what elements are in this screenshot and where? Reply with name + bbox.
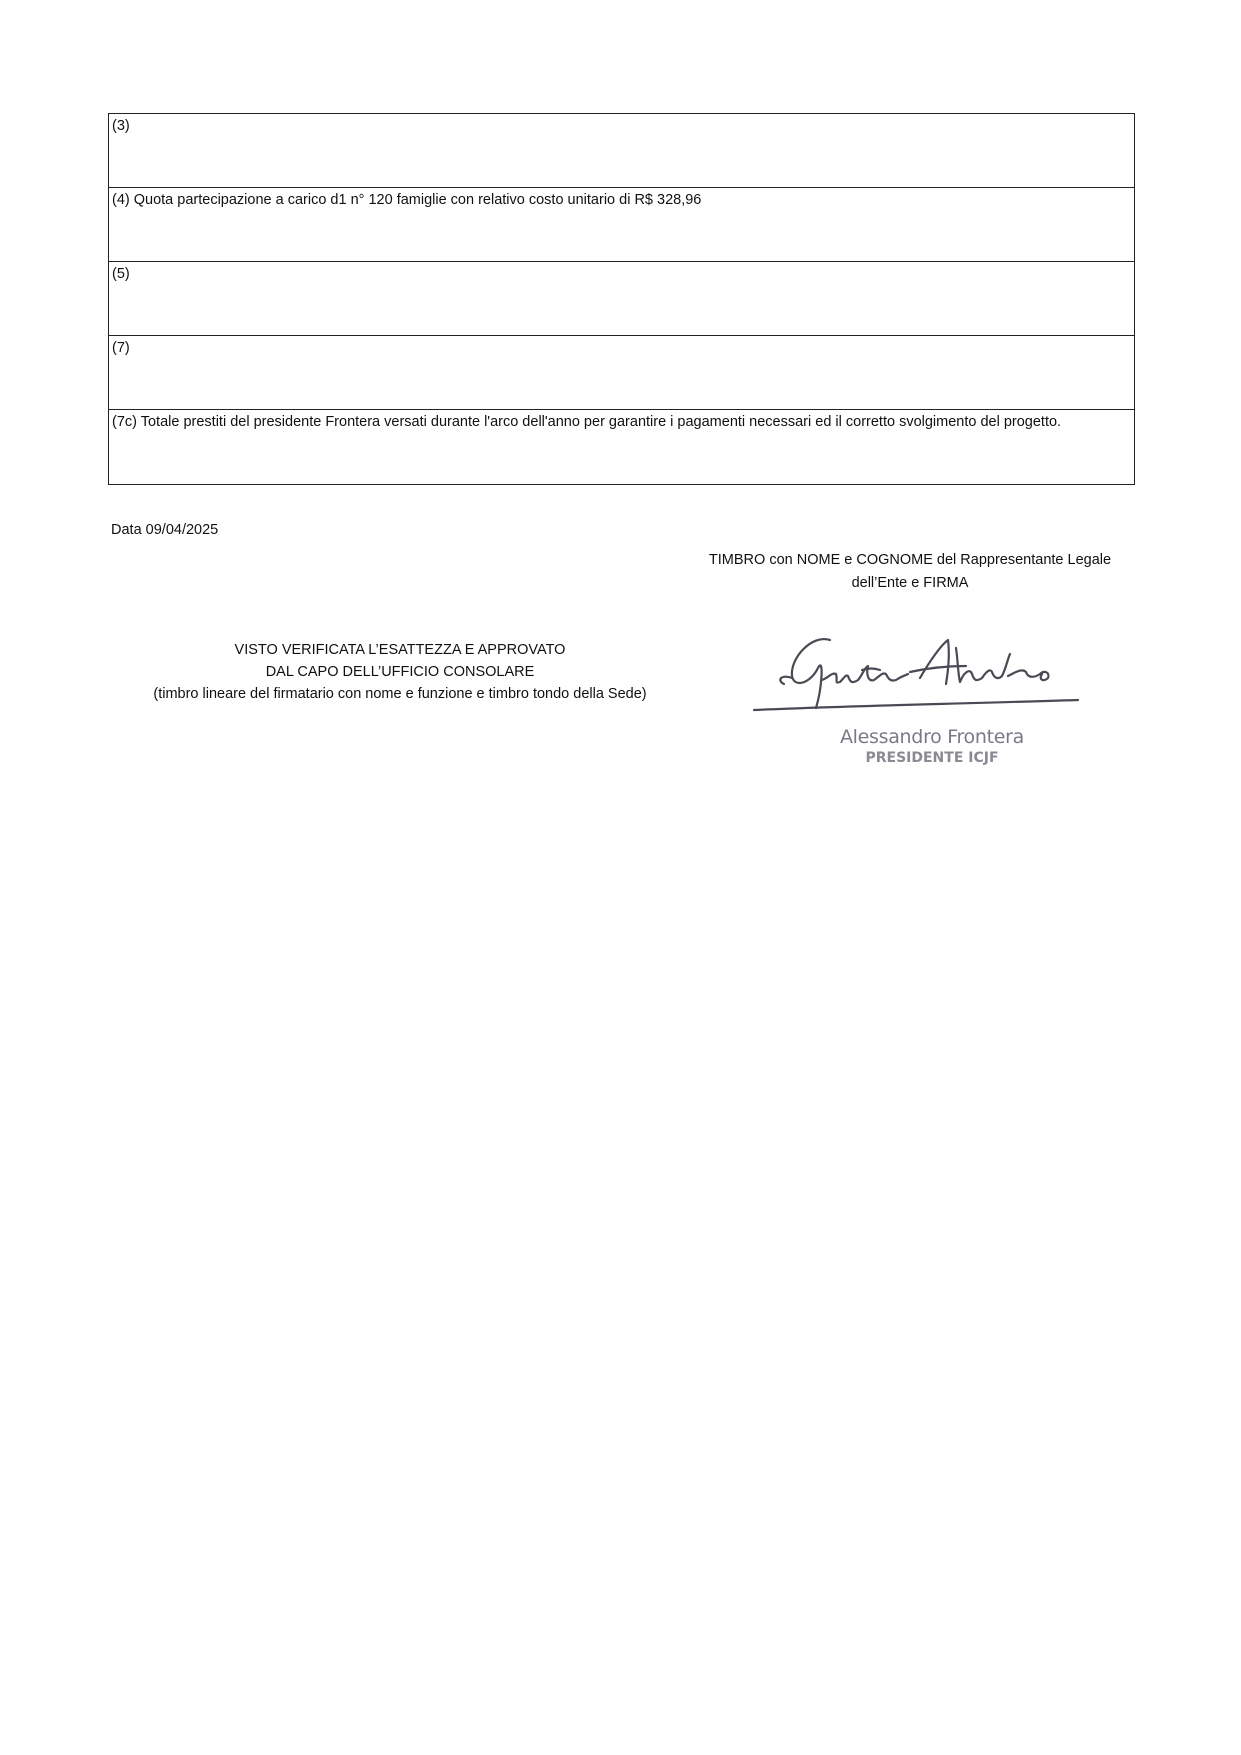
legal-rep-caption — [690, 549, 1130, 595]
consular-approval-line1: VISTO VERIFICATA L’ESATTEZZA E APPROVATO — [234, 642, 566, 658]
legal-rep-caption-line1: TIMBRO con NOME e COGNOME del Rappresentante Legale — [708, 552, 1112, 568]
consular-approval-line2: DAL CAPO DELL’UFFICIO CONSOLARE — [265, 664, 535, 680]
stamp-name: Alessandro Frontera — [839, 726, 1025, 748]
notes-table — [108, 113, 1135, 485]
consular-approval-line3: (timbro lineare del firmatario con nome e funzione e timbro tondo della Sede) — [153, 686, 647, 702]
note-row-7: (7) — [109, 336, 1134, 410]
consular-approval-block — [110, 639, 690, 705]
stamp-role: PRESIDENTE ICJF — [865, 750, 999, 766]
handwritten-signature-icon — [752, 628, 1082, 728]
document-date: Data 09/04/2025 — [111, 522, 219, 538]
legal-rep-caption-line2: dell’Ente e FIRMA — [851, 575, 969, 591]
signature-stamp — [752, 628, 1082, 768]
note-row-4: (4) Quota partecipazione a carico d1 n° 120 famiglie con relativo costo unitario di R$ 328,96 — [109, 188, 1134, 262]
note-row-7c: (7c) Totale prestiti del presidente Frontera versati durante l'arco dell'anno per garantire i pagamenti necessari ed il corretto svolgimento del progetto. — [112, 414, 1062, 430]
note-row-5: (5) — [109, 262, 1134, 336]
note-row-3: (3) — [109, 114, 1134, 188]
